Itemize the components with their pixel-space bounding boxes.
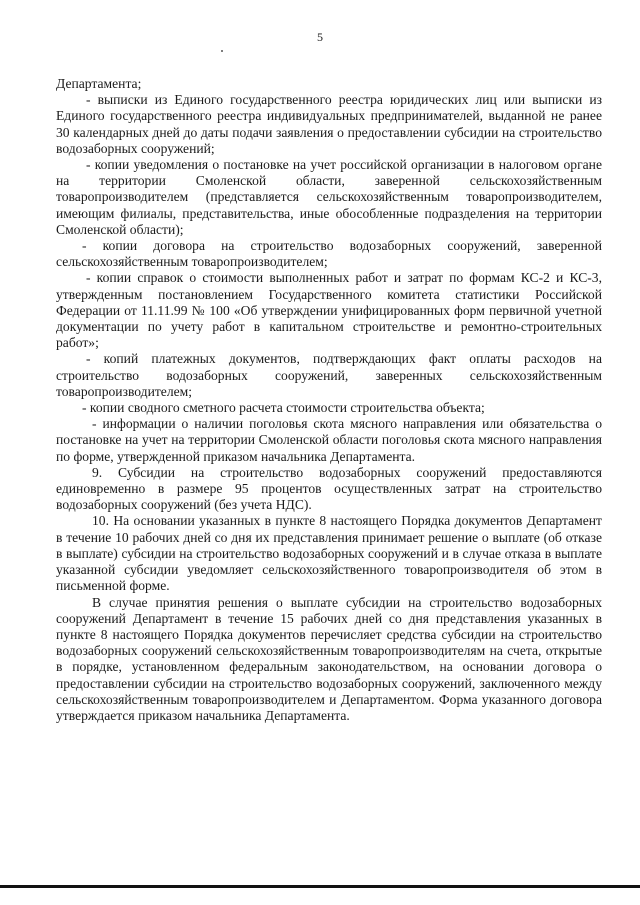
bottom-border-line — [0, 885, 640, 888]
paragraph-clause-9: 9. Субсидии на строительство водозаборных сооружений предоставляются единовременно в размере 95 процентов осуществленных затрат на строительство водозаборных сооружений (без учета НДС). — [56, 464, 602, 513]
page-number: 5 — [317, 30, 323, 44]
paragraph-estimate-copy: - копии сводного сметного расчета стоимости строительства объекта; — [82, 400, 485, 416]
paragraph-registry-extract: - выписки из Единого государственного реестра юридических лиц или выписки из Единого государственного реестра индивидуальных предпринимателей, выданной не ранее 30 календарных дней до даты подачи заявления о предоставлении субсидии на строительство водозаборных сооружений; — [56, 92, 602, 156]
scan-speck — [221, 50, 223, 52]
paragraph-clause-10: 10. На основании указанных в пункте 8 настоящего Порядка документов Департамент в течение 10 рабочих дней со дня их представления принимает решение о выплате (об отказе в выплате) субсидии на строительство водозаборных сооружений и в случае отказа в выплате указанной субсидии уведомляет сельскохозяйственного товаропроизводителя об этом в письменной форме. — [56, 513, 602, 594]
paragraph-ks-forms-copy: - копии справок о стоимости выполненных работ и затрат по формам КС-2 и КС-3, утвержденным постановлением Государственного комитета статистики Российской Федерации от 11.11.99 № 100 «Об утверждении унифицированных форм первичной учетной документации по учету работ в капитальном строительстве и ремонтно-строительных работ»; — [56, 270, 602, 351]
paragraph-department-end: Департамента; — [56, 76, 142, 91]
paragraph-payment-documents-copy: - копий платежных документов, подтверждающих факт оплаты расходов на строительство водозаборных сооружений, заверенных сельскохозяйственным товаропроизводителем; — [56, 351, 602, 399]
paragraph-livestock-info: - информации о наличии поголовья скота мясного направления или обязательства о постановке на учет на территории Смоленской области поголовья скота мясного направления по форме, утвержденной приказом начальника Департамента. — [56, 416, 602, 464]
paragraph-construction-contract-copy: - копии договора на строительство водозаборных сооружений, заверенной сельскохозяйственным товаропроизводителем; — [56, 238, 602, 270]
document-body — [56, 76, 602, 724]
paragraph-tax-notice-copy: - копии уведомления о постановке на учет российской организации в налоговом органе на территории Смоленской области, заверенной сельскохозяйственным товаропроизводителем (представляется сельскохозяйственным товаропроизводителем, имеющим филиалы, представительства, иные обособленные подразделения на территории Смоленской области); — [56, 157, 602, 237]
paragraph-payment-decision: В случае принятия решения о выплате субсидии на строительство водозаборных сооружений Департамент в течение 15 рабочих дней со дня представления указанных в пункте 8 настоящего Порядка документов перечисляет средства субсидии на строительство водозаборных сооружений сельскохозяйственным товаропроизводителям на счета, открытые в порядке, установленном федеральным законодательством, на основании договора о предоставлении субсидии на строительство водозаборных сооружений, заключенного между сельскохозяйственным товаропроизводителем и Департаментом. Форма указанного договора утверждается приказом начальника Департамента. — [56, 594, 602, 723]
